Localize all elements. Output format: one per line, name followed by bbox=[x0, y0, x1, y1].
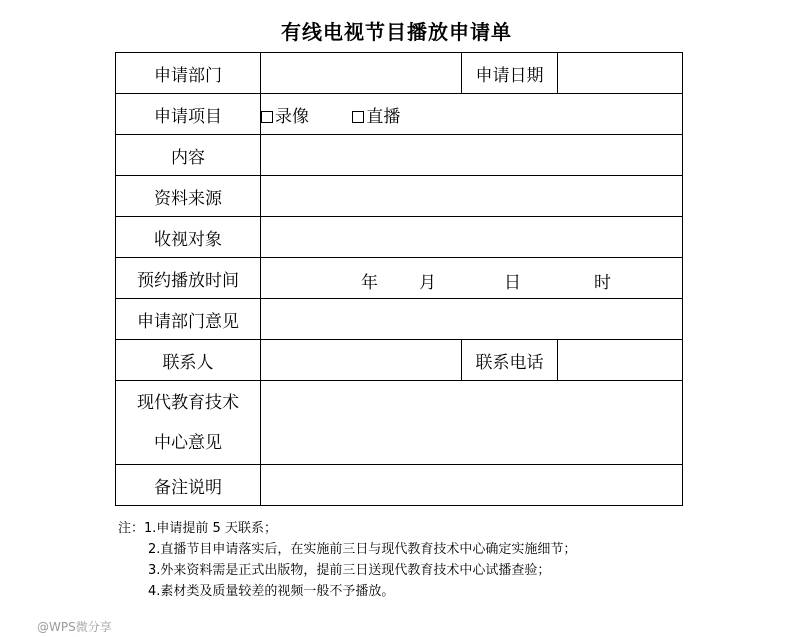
note-item: 3.外来资料需是正式出版物，提前三日送现代教育技术中心试播查验； bbox=[148, 563, 551, 578]
source-field[interactable] bbox=[261, 176, 683, 217]
content-field[interactable] bbox=[261, 135, 683, 176]
content-label: 内容 bbox=[116, 135, 261, 176]
form-title: 有线电视节目播放申请单 bbox=[281, 20, 512, 44]
center-opinion-field[interactable] bbox=[261, 381, 683, 465]
option-record-label: 录像 bbox=[275, 106, 309, 127]
phone-field[interactable] bbox=[558, 340, 683, 381]
row-center-opinion bbox=[116, 381, 683, 465]
checkbox-icon[interactable] bbox=[352, 111, 364, 123]
wps-watermark: @WPS微分享 bbox=[37, 620, 112, 634]
day-unit: 日 bbox=[504, 273, 521, 293]
row-audience bbox=[116, 217, 683, 258]
audience-field[interactable] bbox=[261, 217, 683, 258]
schedule-label: 预约播放时间 bbox=[116, 258, 261, 299]
contact-label: 联系人 bbox=[116, 340, 261, 381]
dept-opinion-label: 申请部门意见 bbox=[116, 299, 261, 340]
row-dept-opinion bbox=[116, 299, 683, 340]
year-unit: 年 bbox=[361, 273, 378, 293]
dept-opinion-field[interactable] bbox=[261, 299, 683, 340]
remarks-field[interactable] bbox=[261, 465, 683, 506]
row-department bbox=[116, 53, 683, 94]
option-record[interactable] bbox=[261, 102, 309, 127]
row-contact bbox=[116, 340, 683, 381]
note-item: 注：1.申请提前 5 天联系； bbox=[118, 521, 277, 536]
remarks-label: 备注说明 bbox=[116, 465, 261, 506]
row-item bbox=[116, 94, 683, 135]
phone-label: 联系电话 bbox=[462, 340, 558, 381]
hour-unit: 时 bbox=[594, 273, 611, 293]
row-source bbox=[116, 176, 683, 217]
apply-date-label: 申请日期 bbox=[462, 53, 558, 94]
checkbox-icon[interactable] bbox=[261, 111, 273, 123]
row-content bbox=[116, 135, 683, 176]
center-opinion-label bbox=[116, 381, 261, 465]
item-options bbox=[261, 94, 683, 135]
department-field[interactable] bbox=[261, 53, 462, 94]
row-remarks bbox=[116, 465, 683, 506]
center-opinion-line2: 中心意见 bbox=[154, 432, 222, 453]
option-live[interactable] bbox=[352, 102, 400, 127]
option-live-label: 直播 bbox=[366, 106, 401, 127]
notes bbox=[118, 518, 576, 602]
note-item: 2.直播节目申请落实后，在实施前三日与现代教育技术中心确定实施细节； bbox=[148, 542, 577, 557]
item-label: 申请项目 bbox=[116, 94, 261, 135]
center-opinion-line1: 现代教育技术 bbox=[137, 392, 239, 413]
contact-field[interactable] bbox=[261, 340, 462, 381]
month-unit: 月 bbox=[419, 273, 436, 293]
schedule-field[interactable] bbox=[261, 258, 683, 299]
row-schedule bbox=[116, 258, 683, 299]
application-form-table bbox=[115, 52, 683, 506]
apply-date-field[interactable] bbox=[558, 53, 683, 94]
audience-label: 收视对象 bbox=[116, 217, 261, 258]
source-label: 资料来源 bbox=[116, 176, 261, 217]
department-label: 申请部门 bbox=[116, 53, 261, 94]
note-item: 4.素材类及质量较差的视频一般不予播放。 bbox=[148, 584, 395, 599]
